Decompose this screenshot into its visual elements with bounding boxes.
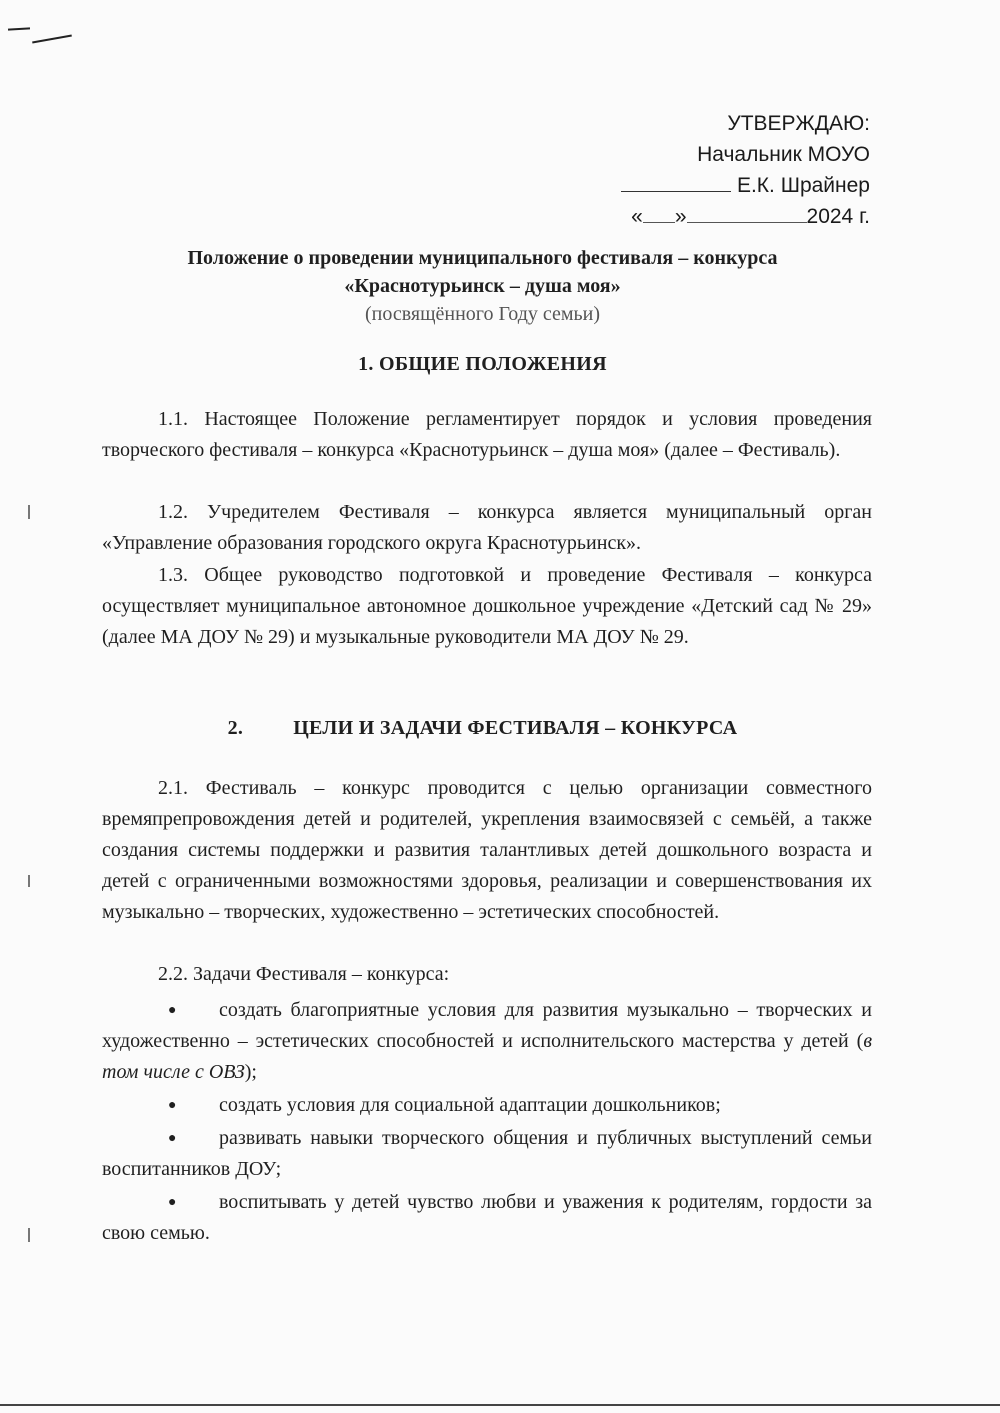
signature-blank bbox=[621, 173, 731, 192]
list-item-text: воспитывать у детей чувство любви и уважения к родителям, гордости за свою семью. bbox=[102, 1191, 872, 1244]
date-month-blank bbox=[687, 222, 807, 223]
bullet-icon: ● bbox=[168, 1195, 177, 1210]
bullet-icon: ● bbox=[168, 1098, 177, 1113]
approver-position: Начальник МОУО bbox=[697, 143, 870, 166]
section-heading-2 bbox=[100, 717, 865, 740]
scan-mark bbox=[32, 35, 72, 44]
task-list bbox=[102, 995, 872, 1251]
title-subtitle: (посвящённого Году семьи) bbox=[364, 303, 601, 325]
scan-edge-mark bbox=[28, 1228, 30, 1242]
section-number: 2. bbox=[227, 717, 244, 739]
list-item-text: создать условия для социальной адаптации дошкольников; bbox=[219, 1094, 721, 1116]
approval-heading: УТВЕРЖДАЮ: bbox=[727, 112, 870, 135]
scan-bottom-edge bbox=[0, 1404, 1000, 1406]
list-item bbox=[102, 1123, 872, 1185]
list-item bbox=[102, 1187, 872, 1249]
list-item-italic: в том числе с ОВЗ bbox=[102, 1030, 872, 1083]
title-line-2: «Краснотурьинск – душа моя» bbox=[344, 275, 621, 297]
document-title bbox=[100, 244, 865, 328]
title-line-1: Положение о проведении муниципального фестиваля – конкурса bbox=[187, 247, 778, 269]
signer-name: Е.К. Шрайнер bbox=[736, 174, 870, 197]
paragraph-1-1: 1.1. Настоящее Положение регламентирует порядок и условия проведения творческого фестиваля – конкурса «Краснотурьинск – душа моя» (далее – Фестиваль). bbox=[102, 408, 872, 461]
list-item bbox=[102, 995, 872, 1088]
bullet-icon: ● bbox=[168, 1131, 177, 1146]
paragraph-2-2: 2.2. Задачи Фестиваля – конкурса: bbox=[158, 963, 450, 985]
date-day-blank bbox=[643, 222, 675, 223]
paragraph-1-3: 1.3. Общее руководство подготовкой и проведение Фестиваля – конкурса осуществляет муниципальное автономное дошкольное учреждение «Детский сад № 29» (далее МА ДОУ № 29) и музыкальные руководители МА ДОУ № 29. bbox=[102, 564, 872, 648]
scan-edge-mark bbox=[28, 505, 30, 519]
paragraph-2-1: 2.1. Фестиваль – конкурс проводится с целью организации совместного времяпрепровождения детей и родителей, укрепления взаимосвязей с семьёй, а также создания системы поддержки и развития талантливых детей дошкольного возраста и детей с ограниченными возможностями здоровья, реализации и совершенствования их музыкально – творческих, художественно – эстетических способностей. bbox=[102, 777, 872, 923]
list-item-text: создать благоприятные условия для развития музыкально – творческих и художественно – эстетических способностей и исполнительского мастерства у детей ( bbox=[102, 999, 872, 1052]
scan-edge-mark bbox=[28, 875, 30, 887]
list-item-tail: ); bbox=[244, 1061, 257, 1083]
date-year: 2024 г. bbox=[806, 205, 870, 228]
section-heading-text: ЦЕЛИ И ЗАДАЧИ ФЕСТИВАЛЯ – КОНКУРСА bbox=[293, 717, 738, 739]
paragraph-1-2: 1.2. Учредителем Фестиваля – конкурса является муниципальный орган «Управление образования городского округа Краснотурьинск». bbox=[102, 501, 872, 554]
list-item bbox=[102, 1090, 872, 1121]
bullet-icon: ● bbox=[168, 1003, 177, 1018]
approval-block bbox=[621, 108, 870, 232]
approval-date bbox=[621, 201, 870, 232]
date-quote-open: « bbox=[631, 205, 643, 228]
date-quote-close: » bbox=[674, 205, 687, 228]
scan-mark bbox=[8, 27, 30, 30]
list-item-text: развивать навыки творческого общения и публичных выступлений семьи воспитанников ДОУ; bbox=[102, 1127, 872, 1180]
section-heading-1: 1. ОБЩИЕ ПОЛОЖЕНИЯ bbox=[358, 353, 607, 375]
signature-line bbox=[621, 170, 870, 201]
